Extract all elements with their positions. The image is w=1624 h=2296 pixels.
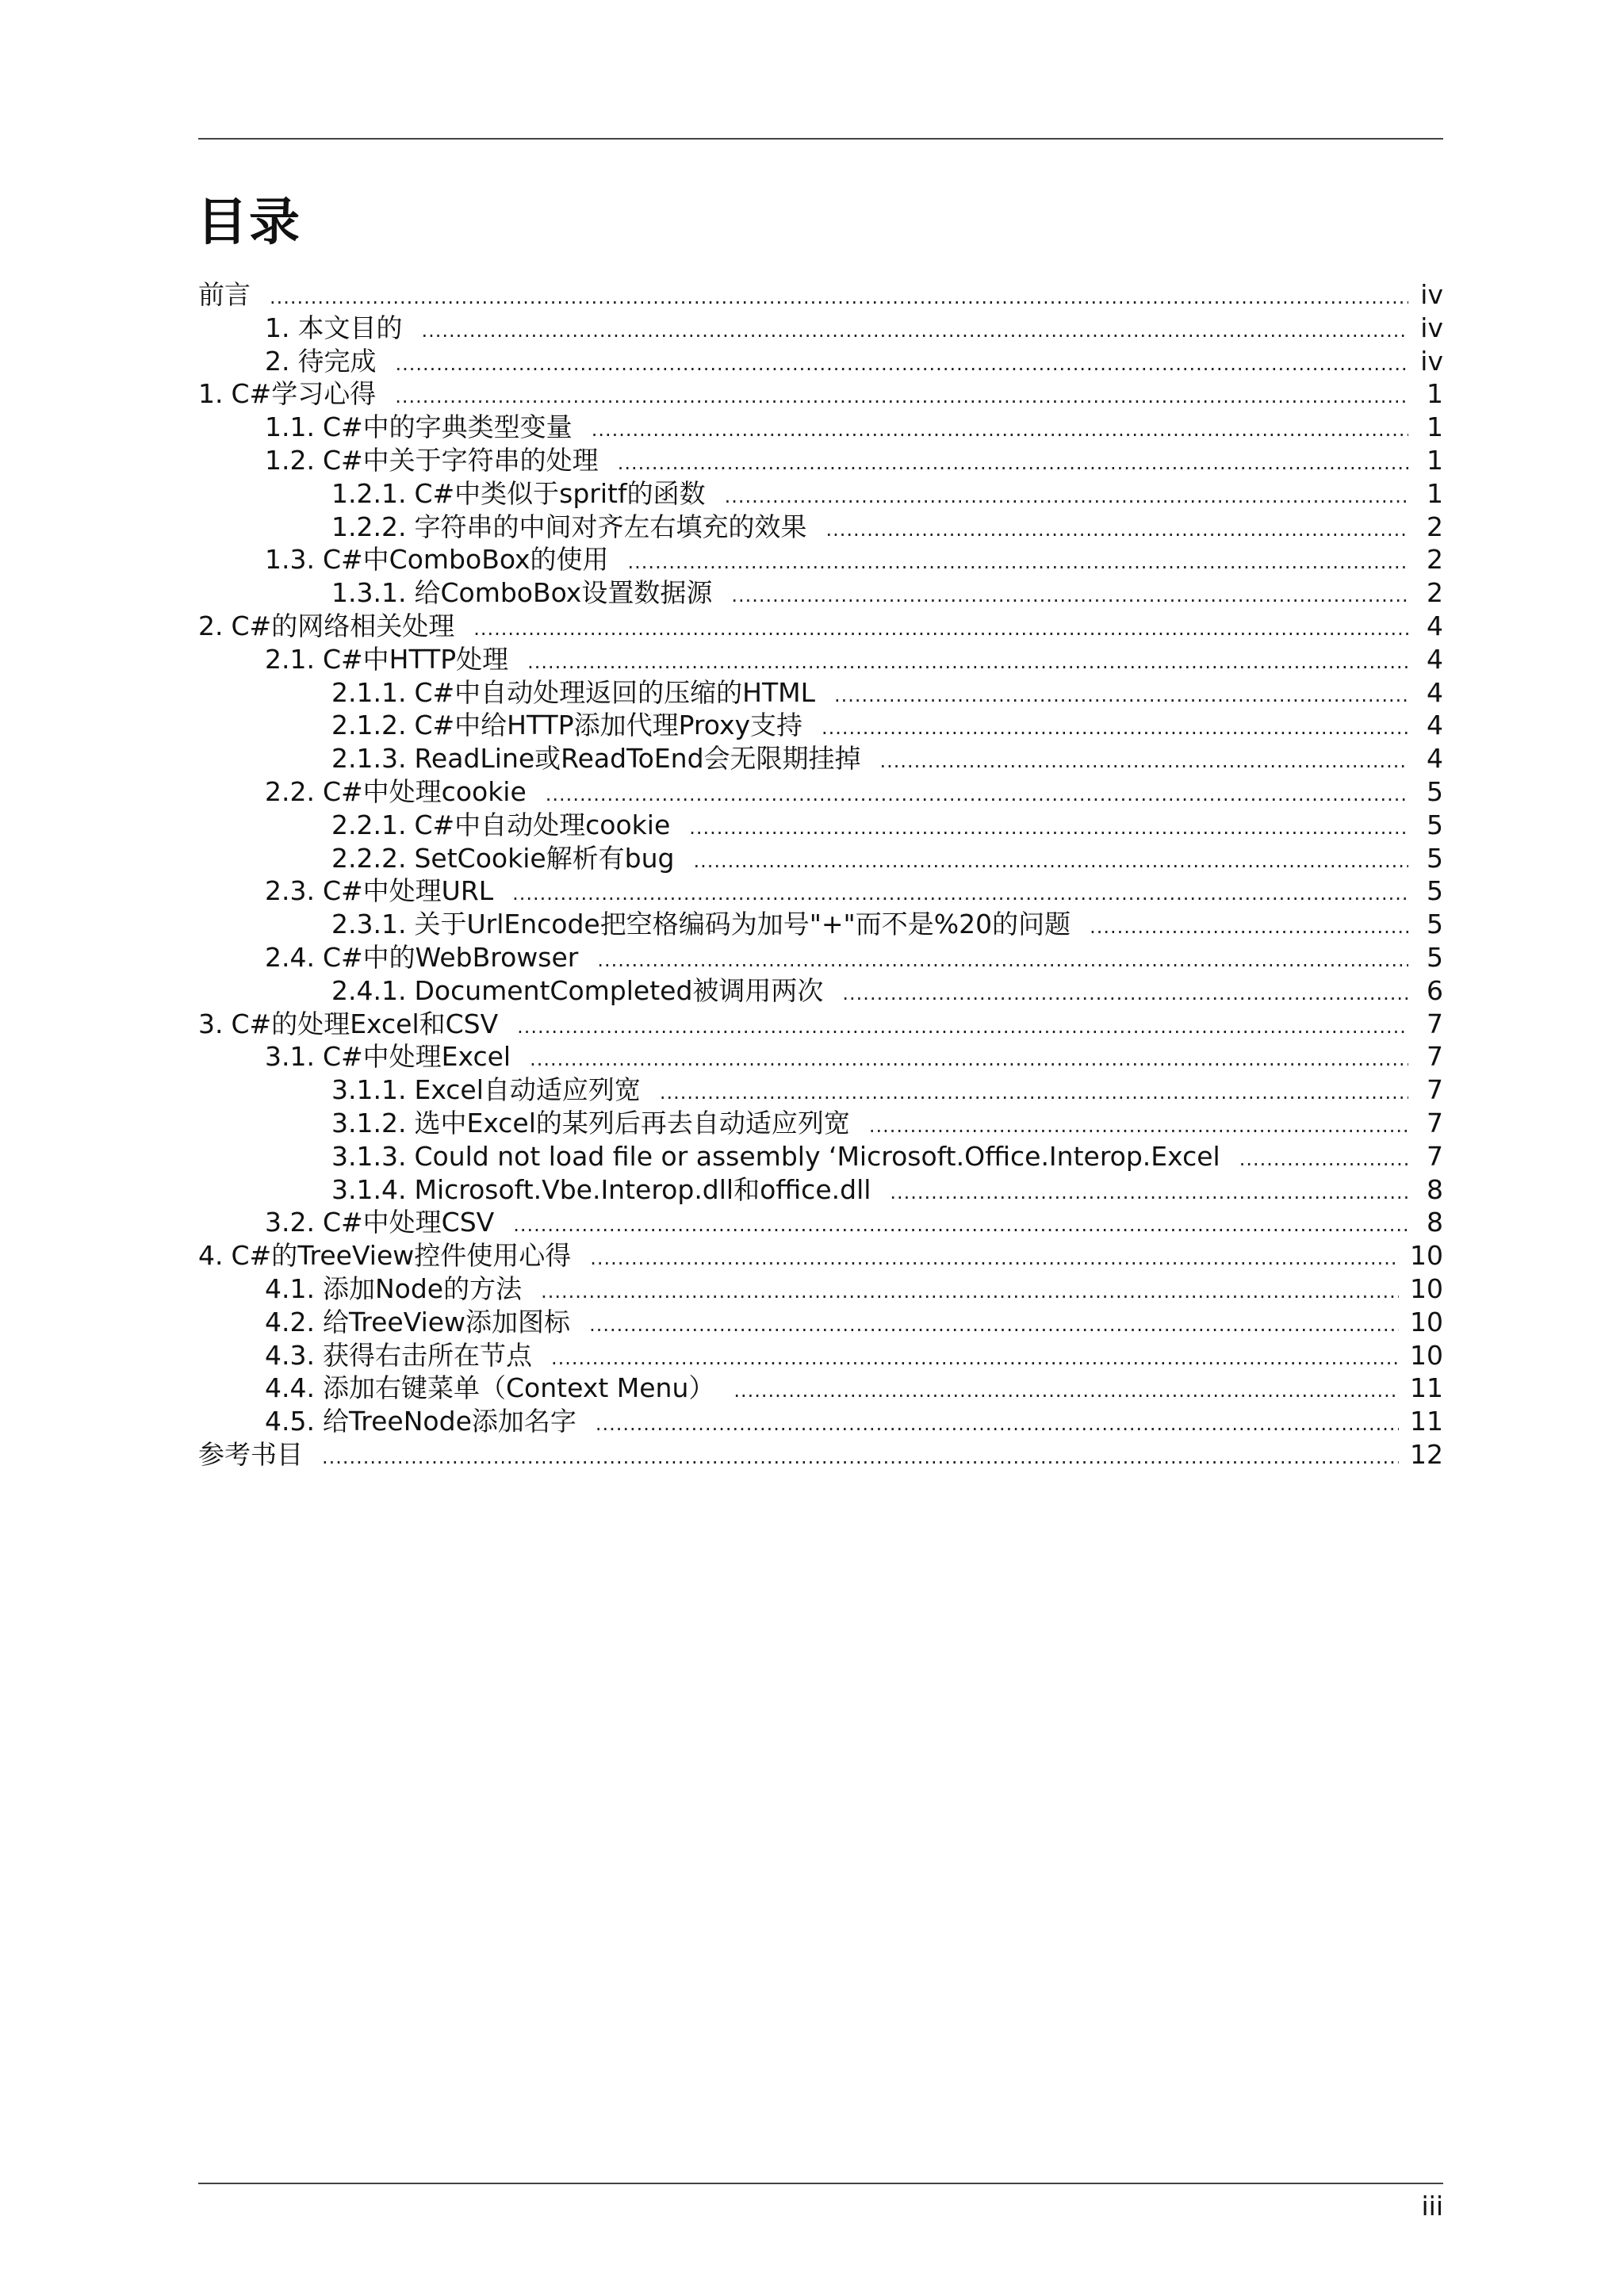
toc-dot-leader xyxy=(473,613,1408,646)
toc-entry-title[interactable]: 关于UrlEncode把空格编码为加号"+"而不是%20的问题 xyxy=(414,909,1071,940)
toc-entry[interactable] xyxy=(198,477,1443,511)
toc-dot-leader xyxy=(597,944,1408,978)
toc-entry-number: 4.1. xyxy=(265,1272,315,1304)
toc-entry-number: 1.2. xyxy=(265,444,315,476)
toc-entry-number: 3.1.1. xyxy=(331,1074,407,1106)
footer-rule xyxy=(198,2183,1443,2184)
toc-entry-page[interactable]: 10 xyxy=(1410,1306,1443,1337)
toc-entry-title[interactable]: 参考书目 xyxy=(198,1438,303,1470)
toc-dot-leader xyxy=(725,480,1408,514)
toc-entry-page[interactable]: 5 xyxy=(1427,809,1443,840)
toc-entry-title[interactable]: C#中处理Excel xyxy=(322,1041,511,1073)
toc-entry[interactable] xyxy=(198,842,1443,875)
toc-dot-leader xyxy=(530,1043,1408,1077)
toc-entry[interactable] xyxy=(198,610,1443,643)
toc-dot-leader xyxy=(618,447,1408,480)
toc-dot-leader xyxy=(590,1242,1399,1276)
toc-entry-title[interactable]: C#中的字典类型变量 xyxy=(322,411,573,443)
toc-entry-title[interactable]: 前言 xyxy=(198,279,251,310)
toc-dot-leader xyxy=(592,414,1408,447)
toc-entry[interactable] xyxy=(198,377,1443,411)
toc-entry-number: 2.2.1. xyxy=(331,809,407,840)
toc-entry-number: 3.1.3. xyxy=(331,1140,407,1172)
toc-entry-number: 3.1.4. xyxy=(331,1173,407,1205)
toc-dot-leader xyxy=(660,1077,1408,1110)
toc-entry-number: 1.2.2. xyxy=(331,511,407,542)
table-of-contents xyxy=(198,278,1443,1471)
toc-entry[interactable] xyxy=(198,709,1443,742)
toc-entry[interactable] xyxy=(198,809,1443,842)
toc-dot-leader xyxy=(689,812,1408,845)
toc-entry-title[interactable]: 给TreeNode添加名字 xyxy=(322,1406,576,1437)
toc-entry[interactable] xyxy=(198,643,1443,676)
page-number: iii xyxy=(1421,2191,1443,2221)
toc-dot-leader xyxy=(527,646,1408,679)
toc-entry-page[interactable]: 8 xyxy=(1427,1173,1443,1205)
toc-entry-title[interactable]: 选中Excel的某列后再去自动适应列宽 xyxy=(414,1107,850,1138)
toc-dot-leader xyxy=(270,281,1408,315)
toc-entry-page[interactable]: 8 xyxy=(1427,1207,1443,1238)
toc-entry-title[interactable]: C#中自动处理cookie xyxy=(414,809,671,840)
toc-entry-number: 2.3. xyxy=(265,875,315,907)
toc-dot-leader xyxy=(551,1342,1399,1376)
toc-entry-page[interactable]: 11 xyxy=(1410,1372,1443,1404)
toc-entry-page[interactable]: 4 xyxy=(1427,643,1443,675)
toc-entry[interactable] xyxy=(198,1405,1443,1438)
toc-entry[interactable] xyxy=(198,1008,1443,1041)
toc-entry-number: 2.2.2. xyxy=(331,842,407,874)
toc-dot-leader xyxy=(589,1309,1399,1342)
toc-entry-title[interactable]: C#中关于字符串的处理 xyxy=(322,444,599,476)
toc-entry-number: 2.3.1. xyxy=(331,909,407,940)
toc-entry[interactable] xyxy=(198,676,1443,710)
toc-entry-number: 3.2. xyxy=(265,1207,315,1238)
toc-entry-title[interactable]: Microsoft.Vbe.Interop.dll和office.dll xyxy=(414,1173,871,1205)
toc-entry-number: 4.2. xyxy=(265,1306,315,1337)
toc-entry-page[interactable]: 5 xyxy=(1427,775,1443,807)
toc-entry-page[interactable]: 10 xyxy=(1410,1272,1443,1304)
toc-entry[interactable] xyxy=(198,874,1443,908)
toc-entry-number: 2.1. xyxy=(265,643,315,675)
toc-entry-number: 2.1.2. xyxy=(331,710,407,741)
toc-entry[interactable] xyxy=(198,908,1443,941)
toc-entry-title[interactable]: C#中自动处理返回的压缩的HTML xyxy=(414,676,815,708)
toc-entry-page[interactable]: 10 xyxy=(1410,1240,1443,1272)
toc-entry-title[interactable]: Excel自动适应列宽 xyxy=(414,1074,641,1106)
toc-entry-title[interactable]: C#中给HTTP添加代理Proxy支持 xyxy=(414,710,803,741)
toc-entry-title[interactable]: DocumentCompleted被调用两次 xyxy=(414,974,824,1006)
toc-entry-title[interactable]: 给ComboBox设置数据源 xyxy=(414,577,713,609)
toc-entry[interactable] xyxy=(198,742,1443,775)
toc-entry[interactable] xyxy=(198,1372,1443,1405)
toc-dot-leader xyxy=(890,1177,1408,1210)
toc-entry-title[interactable]: C#中处理CSV xyxy=(322,1207,495,1238)
toc-entry-title[interactable]: C#的TreeView控件使用心得 xyxy=(231,1240,572,1272)
toc-dot-leader xyxy=(628,546,1408,580)
toc-entry-number: 1.3.1. xyxy=(331,577,407,609)
toc-dot-leader xyxy=(596,1408,1399,1441)
toc-dot-leader xyxy=(842,978,1408,1011)
toc-entry-number: 1.3. xyxy=(265,544,315,576)
toc-dot-leader xyxy=(396,348,1409,381)
toc-entry-page[interactable]: 1 xyxy=(1427,378,1443,410)
toc-entry[interactable] xyxy=(198,444,1443,477)
toc-entry-page[interactable]: 7 xyxy=(1427,1140,1443,1172)
toc-entry-number: 4.4. xyxy=(265,1372,315,1404)
toc-entry-title[interactable]: SetCookie解析有bug xyxy=(414,842,675,874)
toc-entry[interactable] xyxy=(198,576,1443,610)
toc-entry-number: 2.2. xyxy=(265,775,315,807)
toc-entry-number: 3.1.2. xyxy=(331,1107,407,1138)
toc-dot-leader xyxy=(395,381,1408,414)
toc-dot-leader xyxy=(834,679,1408,713)
toc-entry-page[interactable]: 4 xyxy=(1427,610,1443,641)
toc-entry[interactable] xyxy=(198,941,1443,974)
toc-entry-number: 2. xyxy=(198,610,224,641)
toc-dot-leader xyxy=(517,1011,1408,1044)
toc-entry-page[interactable]: 12 xyxy=(1410,1438,1443,1470)
toc-entry[interactable] xyxy=(198,1206,1443,1239)
toc-entry-page[interactable]: 1 xyxy=(1427,477,1443,509)
toc-entry-page[interactable]: 5 xyxy=(1427,875,1443,907)
toc-entry[interactable] xyxy=(198,411,1443,444)
toc-entry-title[interactable]: C#的网络相关处理 xyxy=(231,610,455,641)
toc-entry-title[interactable]: 添加Node的方法 xyxy=(322,1272,523,1304)
toc-title: 目录 xyxy=(197,193,301,252)
toc-entry-number: 3.1. xyxy=(265,1041,315,1073)
toc-entry-page[interactable]: 7 xyxy=(1427,1107,1443,1138)
toc-entry-page[interactable]: 2 xyxy=(1427,511,1443,542)
toc-dot-leader xyxy=(733,1375,1399,1408)
toc-dot-leader xyxy=(825,514,1408,547)
toc-entry[interactable] xyxy=(198,511,1443,544)
toc-entry[interactable] xyxy=(198,1438,1443,1471)
toc-entry-title[interactable]: 获得右击所在节点 xyxy=(322,1339,532,1371)
toc-dot-leader xyxy=(1239,1143,1408,1177)
toc-dot-leader xyxy=(880,745,1408,779)
toc-entry-number: 4.5. xyxy=(265,1406,315,1437)
toc-entry-page[interactable]: 4 xyxy=(1427,710,1443,741)
toc-entry-number: 2.1.1. xyxy=(331,676,407,708)
toc-dot-leader xyxy=(513,1209,1408,1242)
toc-entry-page[interactable]: 7 xyxy=(1427,1041,1443,1073)
toc-entry-number: 4.3. xyxy=(265,1339,315,1371)
toc-entry-title[interactable]: 待完成 xyxy=(297,345,377,377)
header-rule xyxy=(198,138,1443,140)
toc-entry[interactable] xyxy=(198,1272,1443,1306)
toc-entry[interactable] xyxy=(198,1239,1443,1272)
toc-entry-title[interactable]: C#学习心得 xyxy=(231,378,377,410)
toc-entry-number: 2.4.1. xyxy=(331,974,407,1006)
toc-entry-number: 2.4. xyxy=(265,941,315,973)
toc-entry-number: 3. xyxy=(198,1008,224,1039)
toc-entry-page[interactable]: iv xyxy=(1420,312,1443,343)
toc-entry-number: 1.2.1. xyxy=(331,477,407,509)
toc-entry-page[interactable]: 4 xyxy=(1427,676,1443,708)
toc-dot-leader xyxy=(731,580,1408,613)
toc-entry[interactable] xyxy=(198,1040,1443,1073)
toc-entry-page[interactable]: 4 xyxy=(1427,743,1443,775)
toc-entry[interactable] xyxy=(198,543,1443,576)
toc-entry[interactable] xyxy=(198,1073,1443,1107)
toc-entry[interactable] xyxy=(198,345,1443,378)
toc-entry-title[interactable]: 本文目的 xyxy=(297,312,403,343)
toc-dot-leader xyxy=(322,1441,1399,1475)
toc-entry[interactable] xyxy=(198,1306,1443,1339)
toc-entry-page[interactable]: iv xyxy=(1420,345,1443,377)
toc-entry-title[interactable]: 添加右键菜单（Context Menu） xyxy=(322,1372,715,1404)
toc-entry-page[interactable]: 2 xyxy=(1427,577,1443,609)
toc-dot-leader xyxy=(422,315,1409,348)
toc-entry-page[interactable]: 1 xyxy=(1427,444,1443,476)
toc-entry-title[interactable]: Could not load file or assembly ‘Microsoft.Office.Interop.Excel xyxy=(414,1140,1220,1172)
toc-entry[interactable] xyxy=(198,974,1443,1008)
toc-entry[interactable] xyxy=(198,1173,1443,1207)
toc-dot-leader xyxy=(541,1276,1399,1309)
toc-entry-page[interactable]: 5 xyxy=(1427,842,1443,874)
toc-dot-leader xyxy=(546,779,1408,812)
toc-entry-page[interactable]: iv xyxy=(1420,279,1443,310)
toc-dot-leader xyxy=(1090,911,1408,944)
toc-entry-page[interactable]: 5 xyxy=(1427,909,1443,940)
toc-entry-page[interactable]: 7 xyxy=(1427,1008,1443,1039)
toc-dot-leader xyxy=(822,712,1408,745)
toc-entry-title[interactable]: C#中类似于spritf的函数 xyxy=(414,477,706,509)
toc-entry[interactable] xyxy=(198,312,1443,345)
toc-entry-title[interactable]: C#中处理cookie xyxy=(322,775,527,807)
toc-entry[interactable] xyxy=(198,775,1443,809)
toc-entry[interactable] xyxy=(198,1339,1443,1372)
toc-entry[interactable] xyxy=(198,1107,1443,1140)
toc-entry[interactable] xyxy=(198,1140,1443,1173)
toc-entry-title[interactable]: 给TreeView添加图标 xyxy=(322,1306,571,1337)
toc-entry-number: 2.1.3. xyxy=(331,743,407,775)
toc-entry-number: 4. xyxy=(198,1240,224,1272)
toc-entry-page[interactable]: 11 xyxy=(1410,1406,1443,1437)
toc-entry-title[interactable]: C#中HTTP处理 xyxy=(322,643,509,675)
toc-entry-title[interactable]: 字符串的中间对齐左右填充的效果 xyxy=(414,511,807,542)
toc-entry-page[interactable]: 10 xyxy=(1410,1339,1443,1371)
toc-entry-title[interactable]: C#中的WebBrowser xyxy=(322,941,579,973)
toc-entry-page[interactable]: 5 xyxy=(1427,941,1443,973)
toc-entry-page[interactable]: 1 xyxy=(1427,411,1443,443)
toc-entry-number: 2. xyxy=(265,345,290,377)
toc-entry-title[interactable]: C#的处理Excel和CSV xyxy=(231,1008,499,1039)
toc-entry-page[interactable]: 2 xyxy=(1427,544,1443,576)
toc-entry-number: 1. xyxy=(198,378,224,410)
toc-entry-number: 1. xyxy=(265,312,290,343)
toc-entry-page[interactable]: 6 xyxy=(1427,974,1443,1006)
toc-entry-title[interactable]: C#中ComboBox的使用 xyxy=(322,544,609,576)
toc-entry-page[interactable]: 7 xyxy=(1427,1074,1443,1106)
toc-dot-leader xyxy=(693,845,1408,878)
toc-dot-leader xyxy=(512,878,1408,911)
toc-entry-title[interactable]: C#中处理URL xyxy=(322,875,494,907)
toc-entry-number: 1.1. xyxy=(265,411,315,443)
toc-dot-leader xyxy=(869,1110,1408,1143)
toc-entry[interactable] xyxy=(198,278,1443,312)
toc-entry-title[interactable]: ReadLine或ReadToEnd会无限期挂掉 xyxy=(414,743,861,775)
